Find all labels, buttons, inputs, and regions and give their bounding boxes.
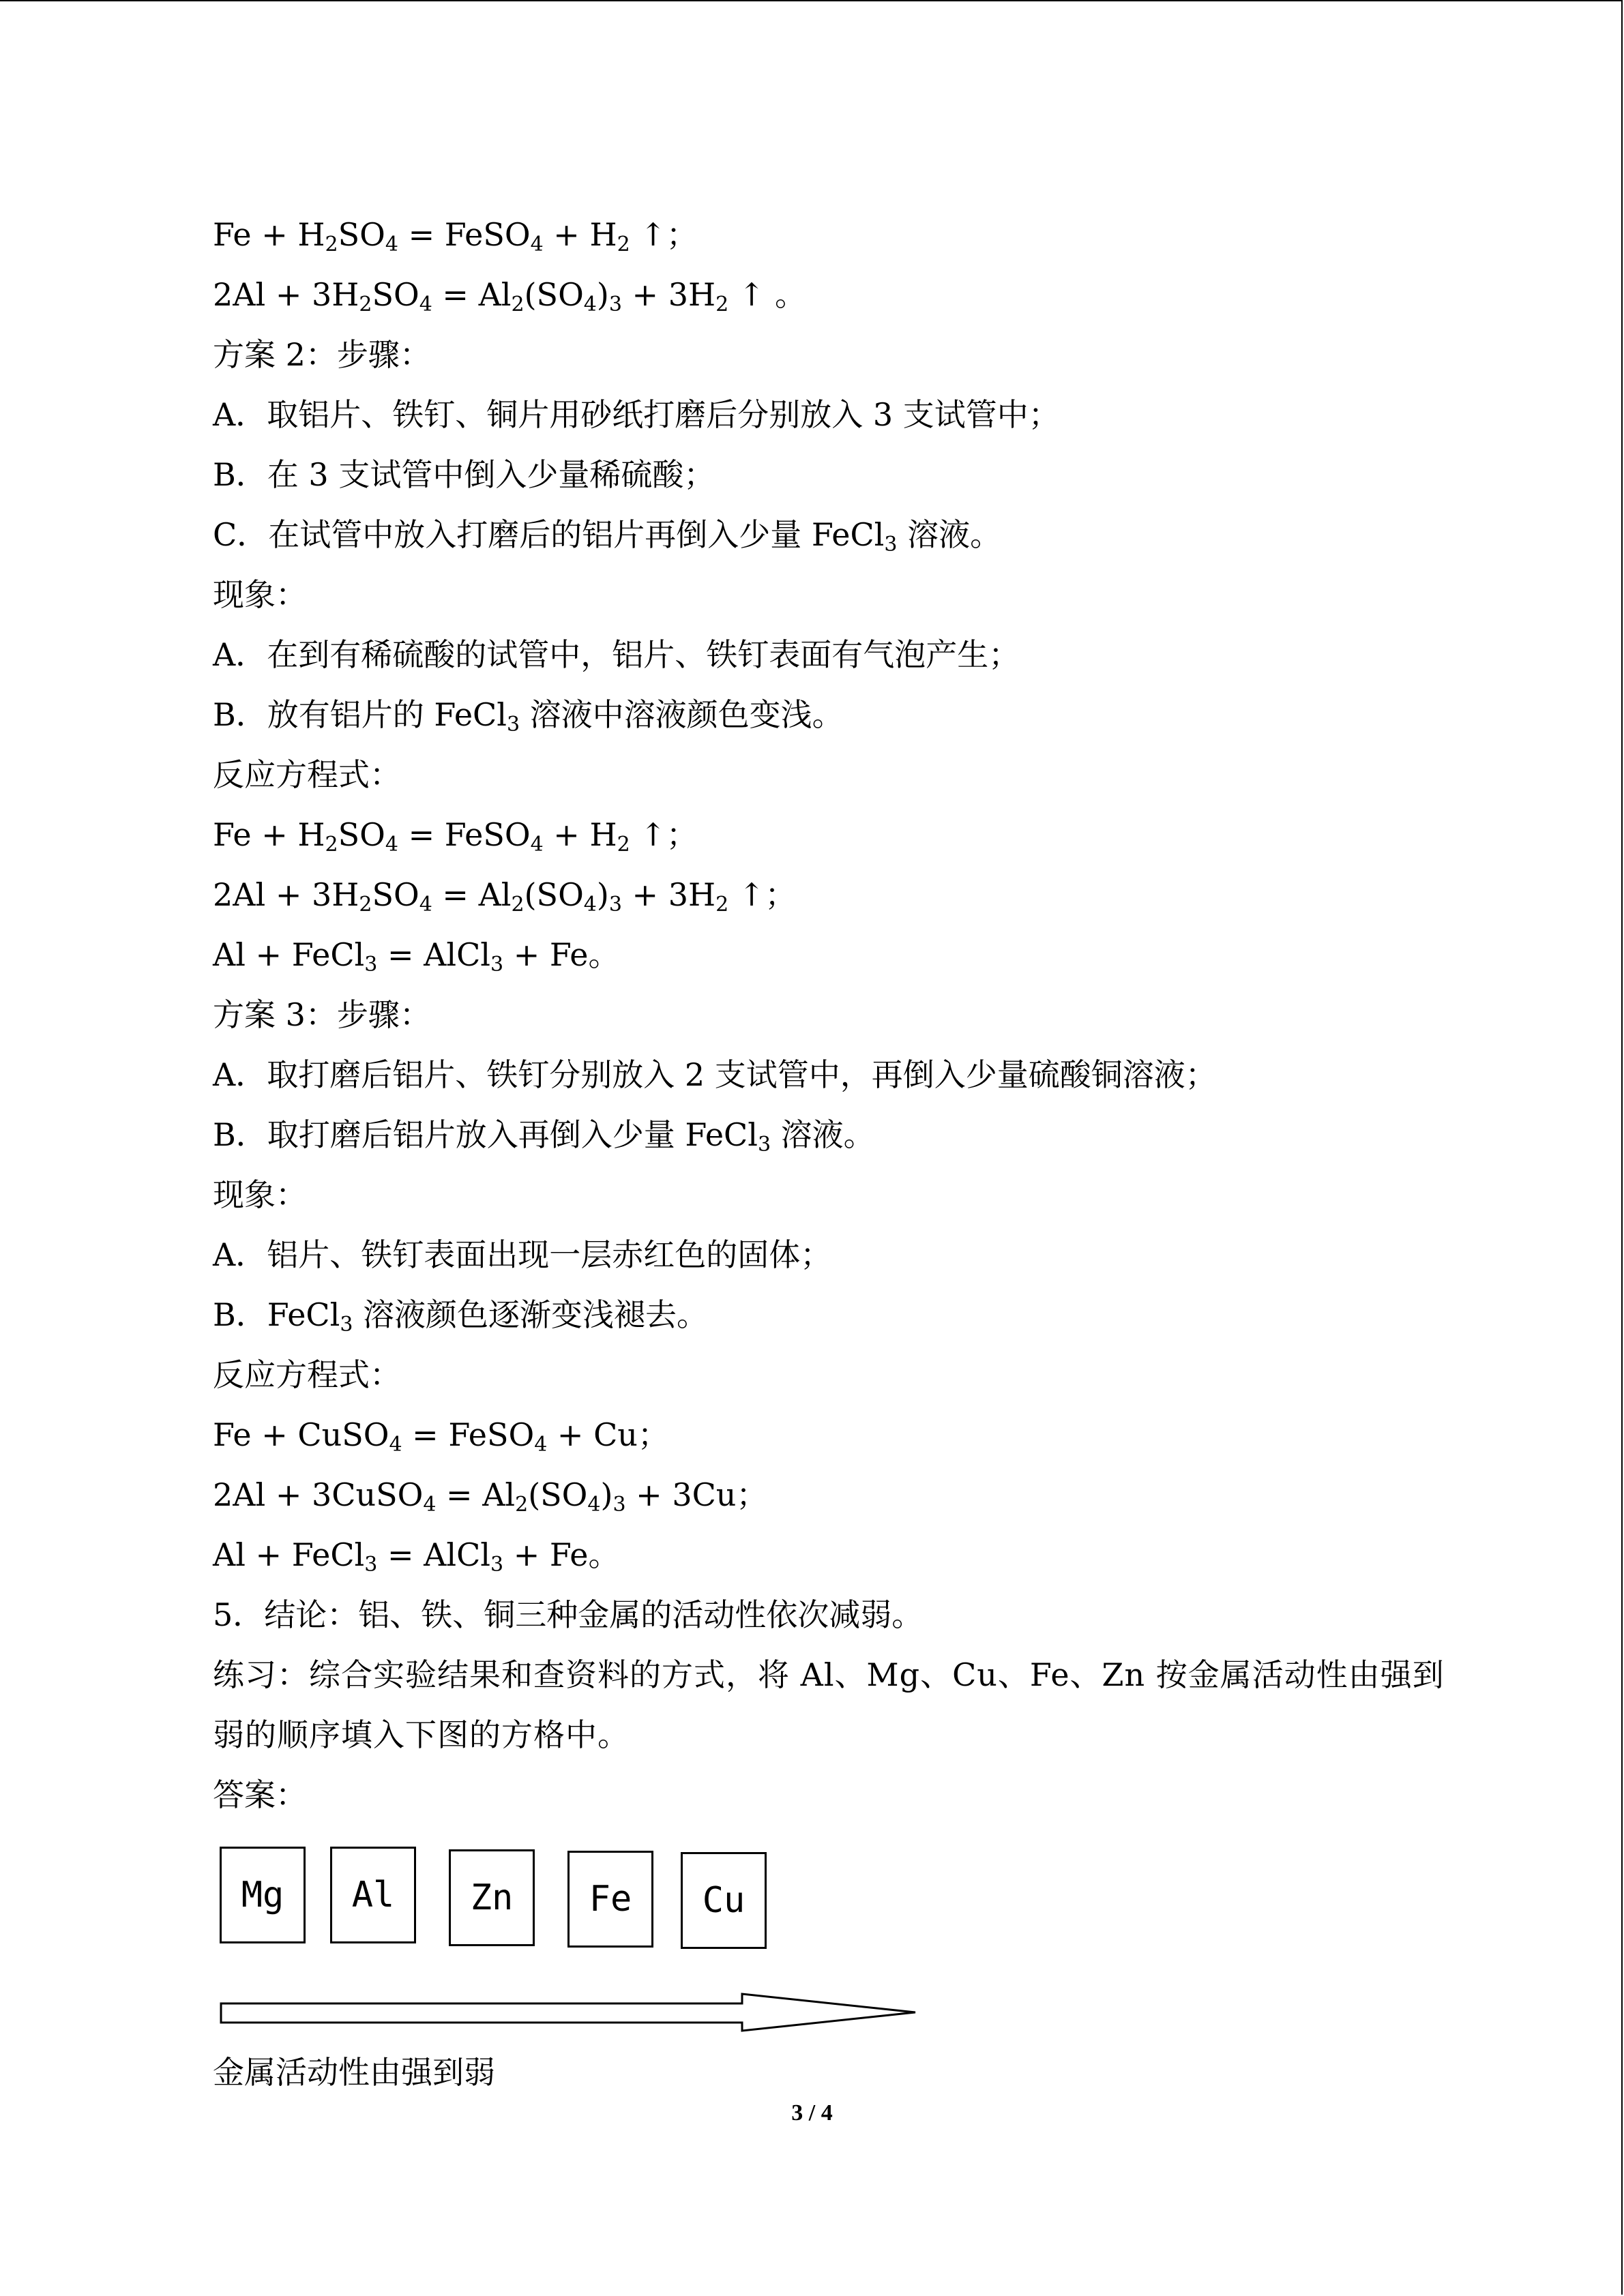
text-segment: ) [600, 1476, 613, 1513]
text-segment: 现象： [213, 576, 307, 613]
text-segment: = Al [432, 276, 512, 313]
text-line [149, 205, 1475, 265]
answer-box-3: Zn [449, 1849, 535, 1946]
text-line [149, 385, 1475, 445]
text-segment: = FeSO [402, 1416, 535, 1453]
subscript: 2 [511, 893, 525, 916]
text-line [149, 985, 1475, 1045]
text-segment: 现象： [213, 1176, 307, 1213]
text-segment: 5．结论：铝、铁、铜三种金属的活动性依次减弱。 [213, 1596, 924, 1633]
subscript: 3 [608, 893, 622, 916]
answer-box-1: Mg [220, 1847, 306, 1943]
text-segment: ) [596, 276, 609, 313]
text-segment: SO [372, 276, 419, 313]
text-line [149, 1045, 1475, 1105]
document-body [149, 205, 1475, 2096]
text-line [149, 805, 1475, 865]
subscript: 4 [583, 893, 597, 916]
subscript: 3 [757, 1133, 771, 1157]
text-line [149, 1345, 1475, 1405]
text-segment: 溶液。 [771, 1116, 875, 1153]
subscript: 4 [419, 293, 432, 316]
text-segment: + 3H [621, 876, 716, 913]
subscript: 3 [490, 1553, 504, 1577]
subscript: 4 [419, 893, 432, 916]
answer-boxes [220, 1847, 1475, 1949]
text-segment: Al + FeCl [213, 936, 365, 973]
text-segment: + H [543, 216, 617, 253]
text-line [149, 865, 1475, 925]
subscript: 2 [617, 233, 630, 256]
text-segment: + H [543, 816, 617, 853]
text-segment: ↑； [728, 876, 797, 913]
text-segment: C．在试管中放入打磨后的铝片再倒入少量 FeCl [213, 516, 885, 553]
text-segment: 方案 3：步骤： [213, 996, 431, 1033]
text-segment: Fe + H [213, 216, 325, 253]
text-segment: + 3H [621, 276, 716, 313]
subscript: 3 [612, 1493, 626, 1517]
text-segment: + Fe。 [503, 936, 620, 973]
text-segment: B．FeCl [213, 1296, 340, 1333]
answer-box-5: Cu [681, 1852, 767, 1949]
exercise-text: 练习：综合实验结果和查资料的方式，将 Al、Mg、Cu、Fe、Zn 按金属活动性由强到弱的顺序填入下图的方格中。 [213, 1656, 1445, 1753]
subscript: 2 [325, 833, 338, 856]
subscript: 4 [530, 833, 544, 856]
text-segment: 2Al + 3CuSO [213, 1476, 424, 1513]
subscript: 3 [608, 293, 622, 316]
text-line [149, 1105, 1475, 1165]
text-segment: + Cu； [547, 1416, 669, 1453]
text-line [149, 1585, 1475, 1645]
text-segment: A．在到有稀硫酸的试管中，铝片、铁钉表面有气泡产生； [213, 636, 1020, 673]
subscript: 2 [715, 293, 729, 316]
text-segment: ↑ 。 [728, 276, 806, 313]
text-segment: (SO [528, 1476, 588, 1513]
text-segment: A．取铝片、铁钉、铜片用砂纸打磨后分别放入 3 支试管中； [213, 396, 1060, 433]
activity-arrow [220, 1988, 929, 2036]
subscript: 3 [364, 953, 378, 976]
subscript: 4 [534, 1433, 548, 1457]
text-line [149, 445, 1475, 505]
subscript: 4 [389, 1433, 402, 1457]
subscript: 2 [359, 893, 372, 916]
text-segment: B．放有铝片的 FeCl [213, 696, 507, 733]
text-segment: + Fe。 [503, 1536, 620, 1573]
text-segment: = FeSO [398, 216, 531, 253]
text-line [149, 1405, 1475, 1465]
arrow-caption: 金属活动性由强到弱 [213, 2054, 495, 2091]
text-segment: SO [338, 216, 385, 253]
text-line [149, 1165, 1475, 1225]
answer-box-2: Al [330, 1847, 416, 1943]
text-segment: (SO [524, 276, 584, 313]
text-segment: SO [338, 816, 385, 853]
answer-box-4: Fe [567, 1851, 653, 1948]
text-segment: 方案 2：步骤： [213, 336, 431, 373]
answer-label-line [149, 1765, 1475, 1825]
subscript: 2 [617, 833, 630, 856]
text-line [149, 925, 1475, 985]
text-segment: = Al [432, 876, 512, 913]
text-line [149, 505, 1475, 565]
text-line [149, 565, 1475, 625]
text-segment: Fe + CuSO [213, 1416, 389, 1453]
text-segment: 反应方程式： [213, 756, 401, 793]
subscript: 3 [884, 533, 898, 556]
text-line [149, 1225, 1475, 1285]
right-arrow-icon [220, 1988, 929, 2036]
text-segment: = Al [436, 1476, 516, 1513]
text-line [149, 745, 1475, 805]
text-segment: = AlCl [377, 936, 490, 973]
subscript: 4 [587, 1493, 601, 1517]
subscript: 2 [359, 293, 372, 316]
subscript: 2 [511, 293, 525, 316]
text-segment: A．取打磨后铝片、铁钉分别放入 2 支试管中，再倒入少量硫酸铜溶液； [213, 1056, 1217, 1093]
text-segment: B．在 3 支试管中倒入少量稀硫酸； [213, 456, 715, 493]
subscript: 4 [385, 233, 398, 256]
subscript: 2 [715, 893, 729, 916]
exercise-paragraph [149, 1645, 1475, 1765]
text-segment: ↑； [630, 816, 698, 853]
text-segment: ) [596, 876, 609, 913]
text-segment: SO [372, 876, 419, 913]
text-line [149, 265, 1475, 325]
text-line [149, 625, 1475, 685]
text-segment: = FeSO [398, 816, 531, 853]
text-segment: ↑； [630, 216, 698, 253]
answer-label: 答案： [213, 1776, 307, 1813]
text-segment: B．取打磨后铝片放入再倒入少量 FeCl [213, 1116, 758, 1153]
subscript: 4 [583, 293, 597, 316]
subscript: 4 [423, 1493, 437, 1517]
subscript: 3 [506, 713, 520, 736]
subscript: 4 [530, 233, 544, 256]
text-segment: 2Al + 3H [213, 876, 359, 913]
subscript: 3 [490, 953, 504, 976]
subscript: 2 [515, 1493, 529, 1517]
text-segment: (SO [524, 876, 584, 913]
subscript: 2 [325, 233, 338, 256]
text-segment: 反应方程式： [213, 1356, 401, 1393]
text-line [149, 1465, 1475, 1525]
text-line [149, 325, 1475, 385]
text-segment: = AlCl [377, 1536, 490, 1573]
page-number: 3 / 4 [791, 2100, 833, 2126]
text-segment: A．铝片、铁钉表面出现一层赤红色的固体； [213, 1236, 832, 1273]
text-lines [149, 205, 1475, 1645]
text-line [149, 1285, 1475, 1345]
subscript: 3 [340, 1313, 353, 1337]
subscript: 3 [364, 1553, 378, 1577]
text-line [149, 1525, 1475, 1585]
subscript: 4 [385, 833, 398, 856]
text-segment: + 3Cu； [625, 1476, 768, 1513]
text-segment: 2Al + 3H [213, 276, 359, 313]
text-line [149, 685, 1475, 745]
text-segment: 溶液中溶液颜色变浅。 [520, 696, 844, 733]
text-segment: Al + FeCl [213, 1536, 365, 1573]
text-segment: 溶液颜色逐渐变浅褪去。 [353, 1296, 709, 1333]
text-segment: Fe + H [213, 816, 325, 853]
text-segment: 溶液。 [897, 516, 1002, 553]
